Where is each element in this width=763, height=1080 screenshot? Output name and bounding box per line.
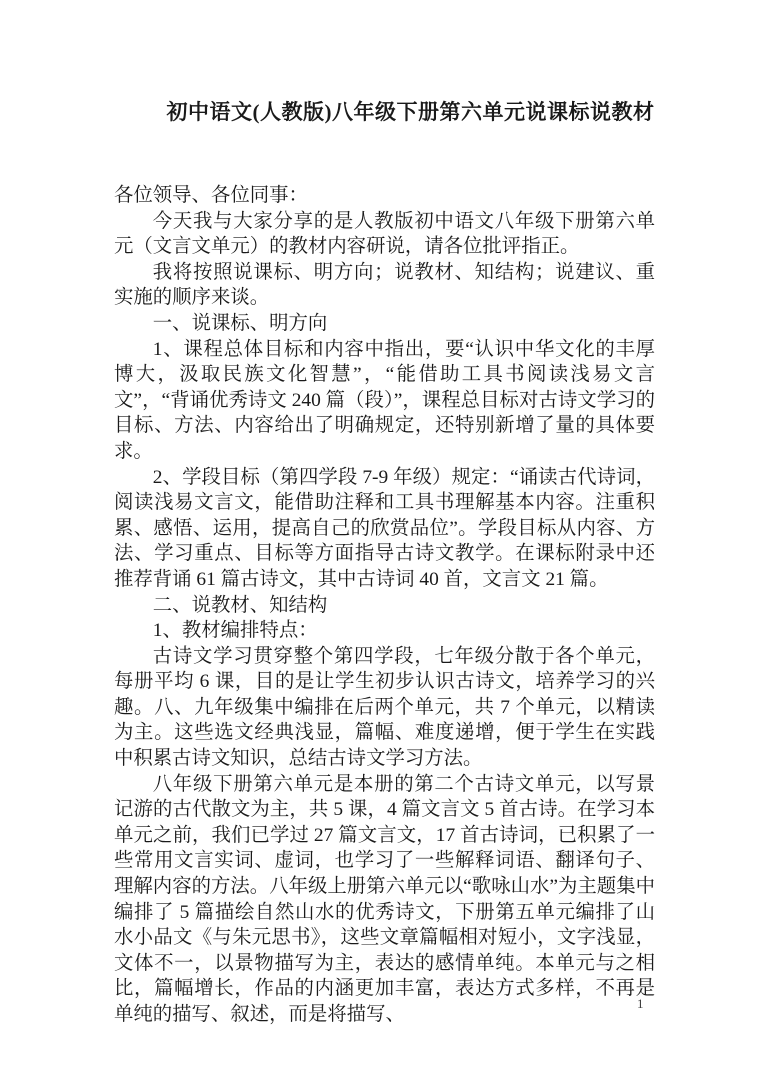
subsection-heading: 1、教材编排特点： — [152, 620, 318, 642]
paragraph: 1、课程总体目标和内容中指出，要“认识中华文化的丰厚博大，汲取民族文化智慧”，“能借助工具书阅读浅易文言文”，“背诵优秀诗文 240 篇（段）”，课程总目标对古诗文学习的目标、方法、内容给出了明确规定，还特别新增了量的具体要求。 — [114, 338, 655, 462]
page-number: 1 — [637, 996, 644, 1011]
paragraph: 2、学段目标（第四学段 7-9 年级）规定：“诵读古代诗词，阅读浅易文言文，能借助注释和工具书理解基本内容。注重积累、感悟、运用，提高自己的欣赏品位”。学段目标从内容、方法、学习重点、目标等方面指导古诗文教学。在课标附录中还推荐背诵 61 篇古诗文，其中古诗词 40 首，文言文 21 篇。 — [114, 466, 655, 590]
paragraph-salutation: 各位领导、各位同事： — [114, 185, 308, 206]
paragraph: 八年级下册第六单元是本册的第二个古诗文单元，以写景记游的古代散文为主，共 5 课，4 篇文言文 5 首古诗。在学习本单元之前，我们已学过 27 篇文言文，17 首古诗词，已积累了一些常用文言实词、虚词，也学习了一些解释词语、翻译句子、理解内容的方法。八年级上册第六单元以“歌咏山水”为主题集中编排了 5 篇描绘自然山水的优秀诗文，下册第五单元编排了山水小品文《与朱元思书》，这些文章篇幅相对短小，文字浅显，文体不一，以景物描写为主，表达的感情单纯。本单元与之相比，篇幅增长，作品的内涵更加丰富，表达方式多样，不再是单纯的描写、叙述，而是将描写、 — [114, 773, 655, 1025]
section-heading-1: 一、说课标、明方向 — [152, 312, 328, 334]
paragraph: 今天我与大家分享的是人教版初中语文八年级下册第六单元（文言文单元）的教材内容研说，请各位批评指正。 — [114, 210, 655, 258]
document-title: 初中语文(人教版)八年级下册第六单元说课标说教材 — [166, 100, 655, 124]
paragraph: 古诗文学习贯穿整个第四学段，七年级分散于各个单元，每册平均 6 课，目的是让学生初步认识古诗文，培养学习的兴趣。八、九年级集中编排在后两个单元，共 7 个单元，以精读为主。这些选文经典浅显，篇幅、难度递增，便于学生在实践中积累古诗文知识，总结古诗文学习方法。 — [114, 645, 655, 770]
section-heading-2: 二、说教材、知结构 — [152, 594, 328, 616]
document-body — [114, 183, 655, 1028]
paragraph: 我将按照说课标、明方向；说教材、知结构；说建议、重实施的顺序来谈。 — [114, 261, 655, 309]
